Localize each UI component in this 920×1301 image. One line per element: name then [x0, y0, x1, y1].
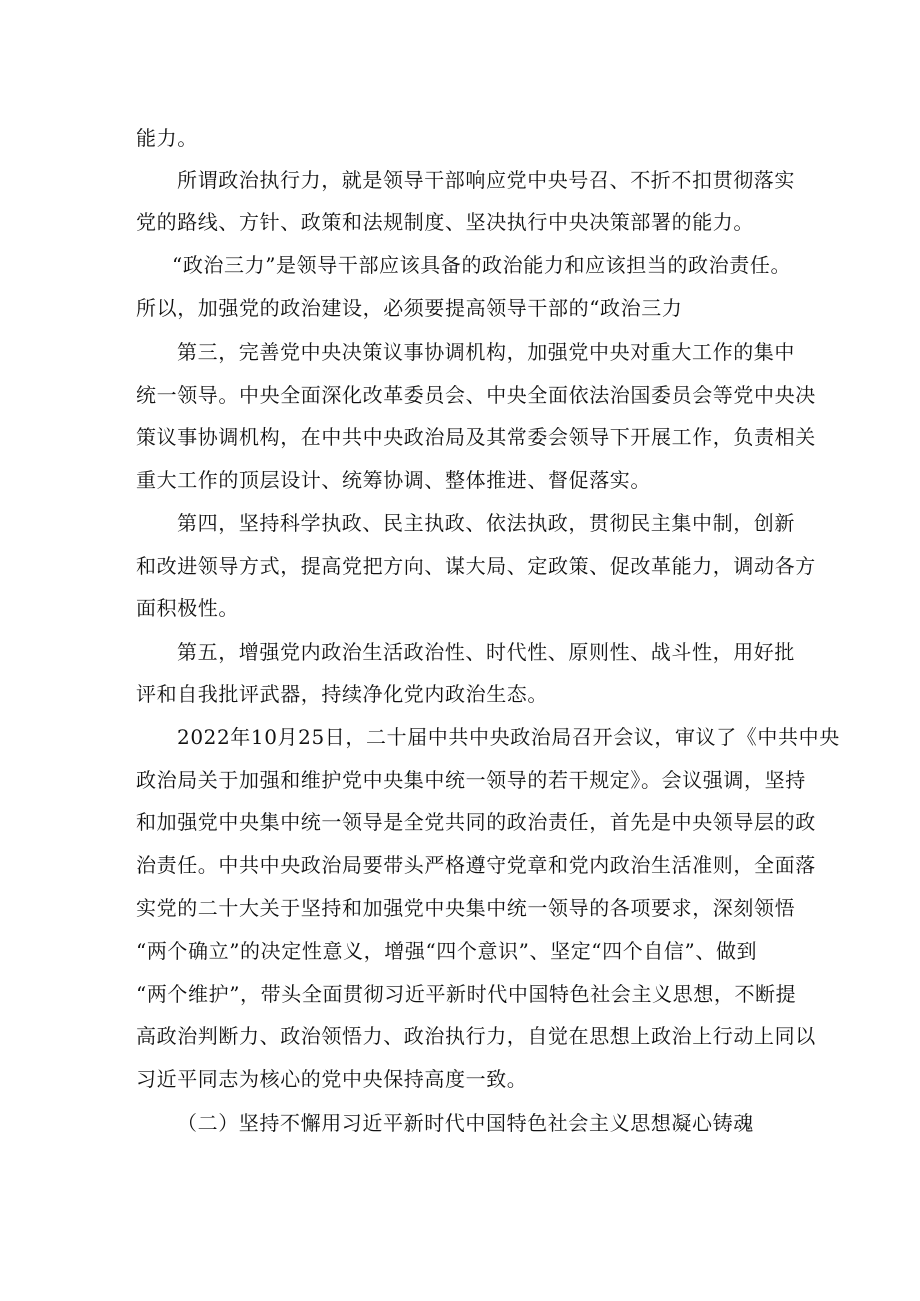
- text-line: 第四，坚持科学执政、民主执政、依法执政，贯彻民主集中制，创新: [177, 511, 795, 535]
- text-line: 评和自我批评武器，持续净化党内政治生态。: [136, 682, 548, 706]
- text-line: 所谓政治执行力，就是领导干部响应党中央号召、不折不扣贯彻落实: [177, 168, 795, 192]
- text-line: 第三，完善党中央决策议事协调机构，加强党中央对重大工作的集中: [177, 340, 795, 364]
- text-line: 政治局关于加强和维护党中央集中统一领导的若干规定》。会议强调，坚持: [136, 768, 806, 792]
- text-line: 统一领导。中央全面深化改革委员会、中央全面依法治国委员会等党中央决: [136, 383, 816, 407]
- text-line: 2022年10月25日，二十届中共中央政治局召开会议，审议了《中共中央: [177, 725, 840, 749]
- text-line: 和改进领导方式，提高党把方向、谋大局、定政策、促改革能力，调动各方: [136, 554, 816, 578]
- text-line: 高政治判断力、政治领悟力、政治执行力，自觉在思想上政治上行动上同以: [136, 1024, 816, 1048]
- text-line: 面积极性。: [136, 596, 239, 620]
- text-line: 所以，加强党的政治建设，必须要提高领导干部的“政治三力: [136, 296, 683, 320]
- text-line: 重大工作的顶层设计、统筹协调、整体推进、督促落实。: [136, 468, 651, 492]
- text-line: 实党的二十大关于坚持和加强党中央集中统一领导的各项要求，深刻领悟: [136, 896, 796, 920]
- text-line: 能力。: [136, 126, 198, 150]
- text-line: 党的路线、方针、政策和法规制度、坚决执行中央决策部署的能力。: [136, 210, 754, 234]
- section-heading: （二）坚持不懈用习近平新时代中国特色社会主义思想凝心铸魂: [177, 1111, 754, 1135]
- text-line: 和加强党中央集中统一领导是全党共同的政治责任，首先是中央领导层的政: [136, 810, 816, 834]
- text-line: 策议事协调机构，在中共中央政治局及其常委会领导下开展工作，负责相关: [136, 425, 816, 449]
- text-line: 习近平同志为核心的党中央保持高度一致。: [136, 1067, 528, 1091]
- text-line: “两个维护”，带头全面贯彻习近平新时代中国特色社会主义思想，不断提: [136, 982, 797, 1006]
- text-line: 治责任。中共中央政治局要带头严格遵守党章和党内政治生活准则，全面落: [136, 853, 816, 877]
- text-line: “两个确立”的决定性意义，增强“四个意识”、坚定“四个自信”、做到: [136, 939, 758, 963]
- text-line: 第五，增强党内政治生活政治性、时代性、原则性、战斗性，用好批: [177, 640, 795, 664]
- text-line: “政治三力”是领导干部应该具备的政治能力和应该担当的政治责任。: [172, 253, 792, 277]
